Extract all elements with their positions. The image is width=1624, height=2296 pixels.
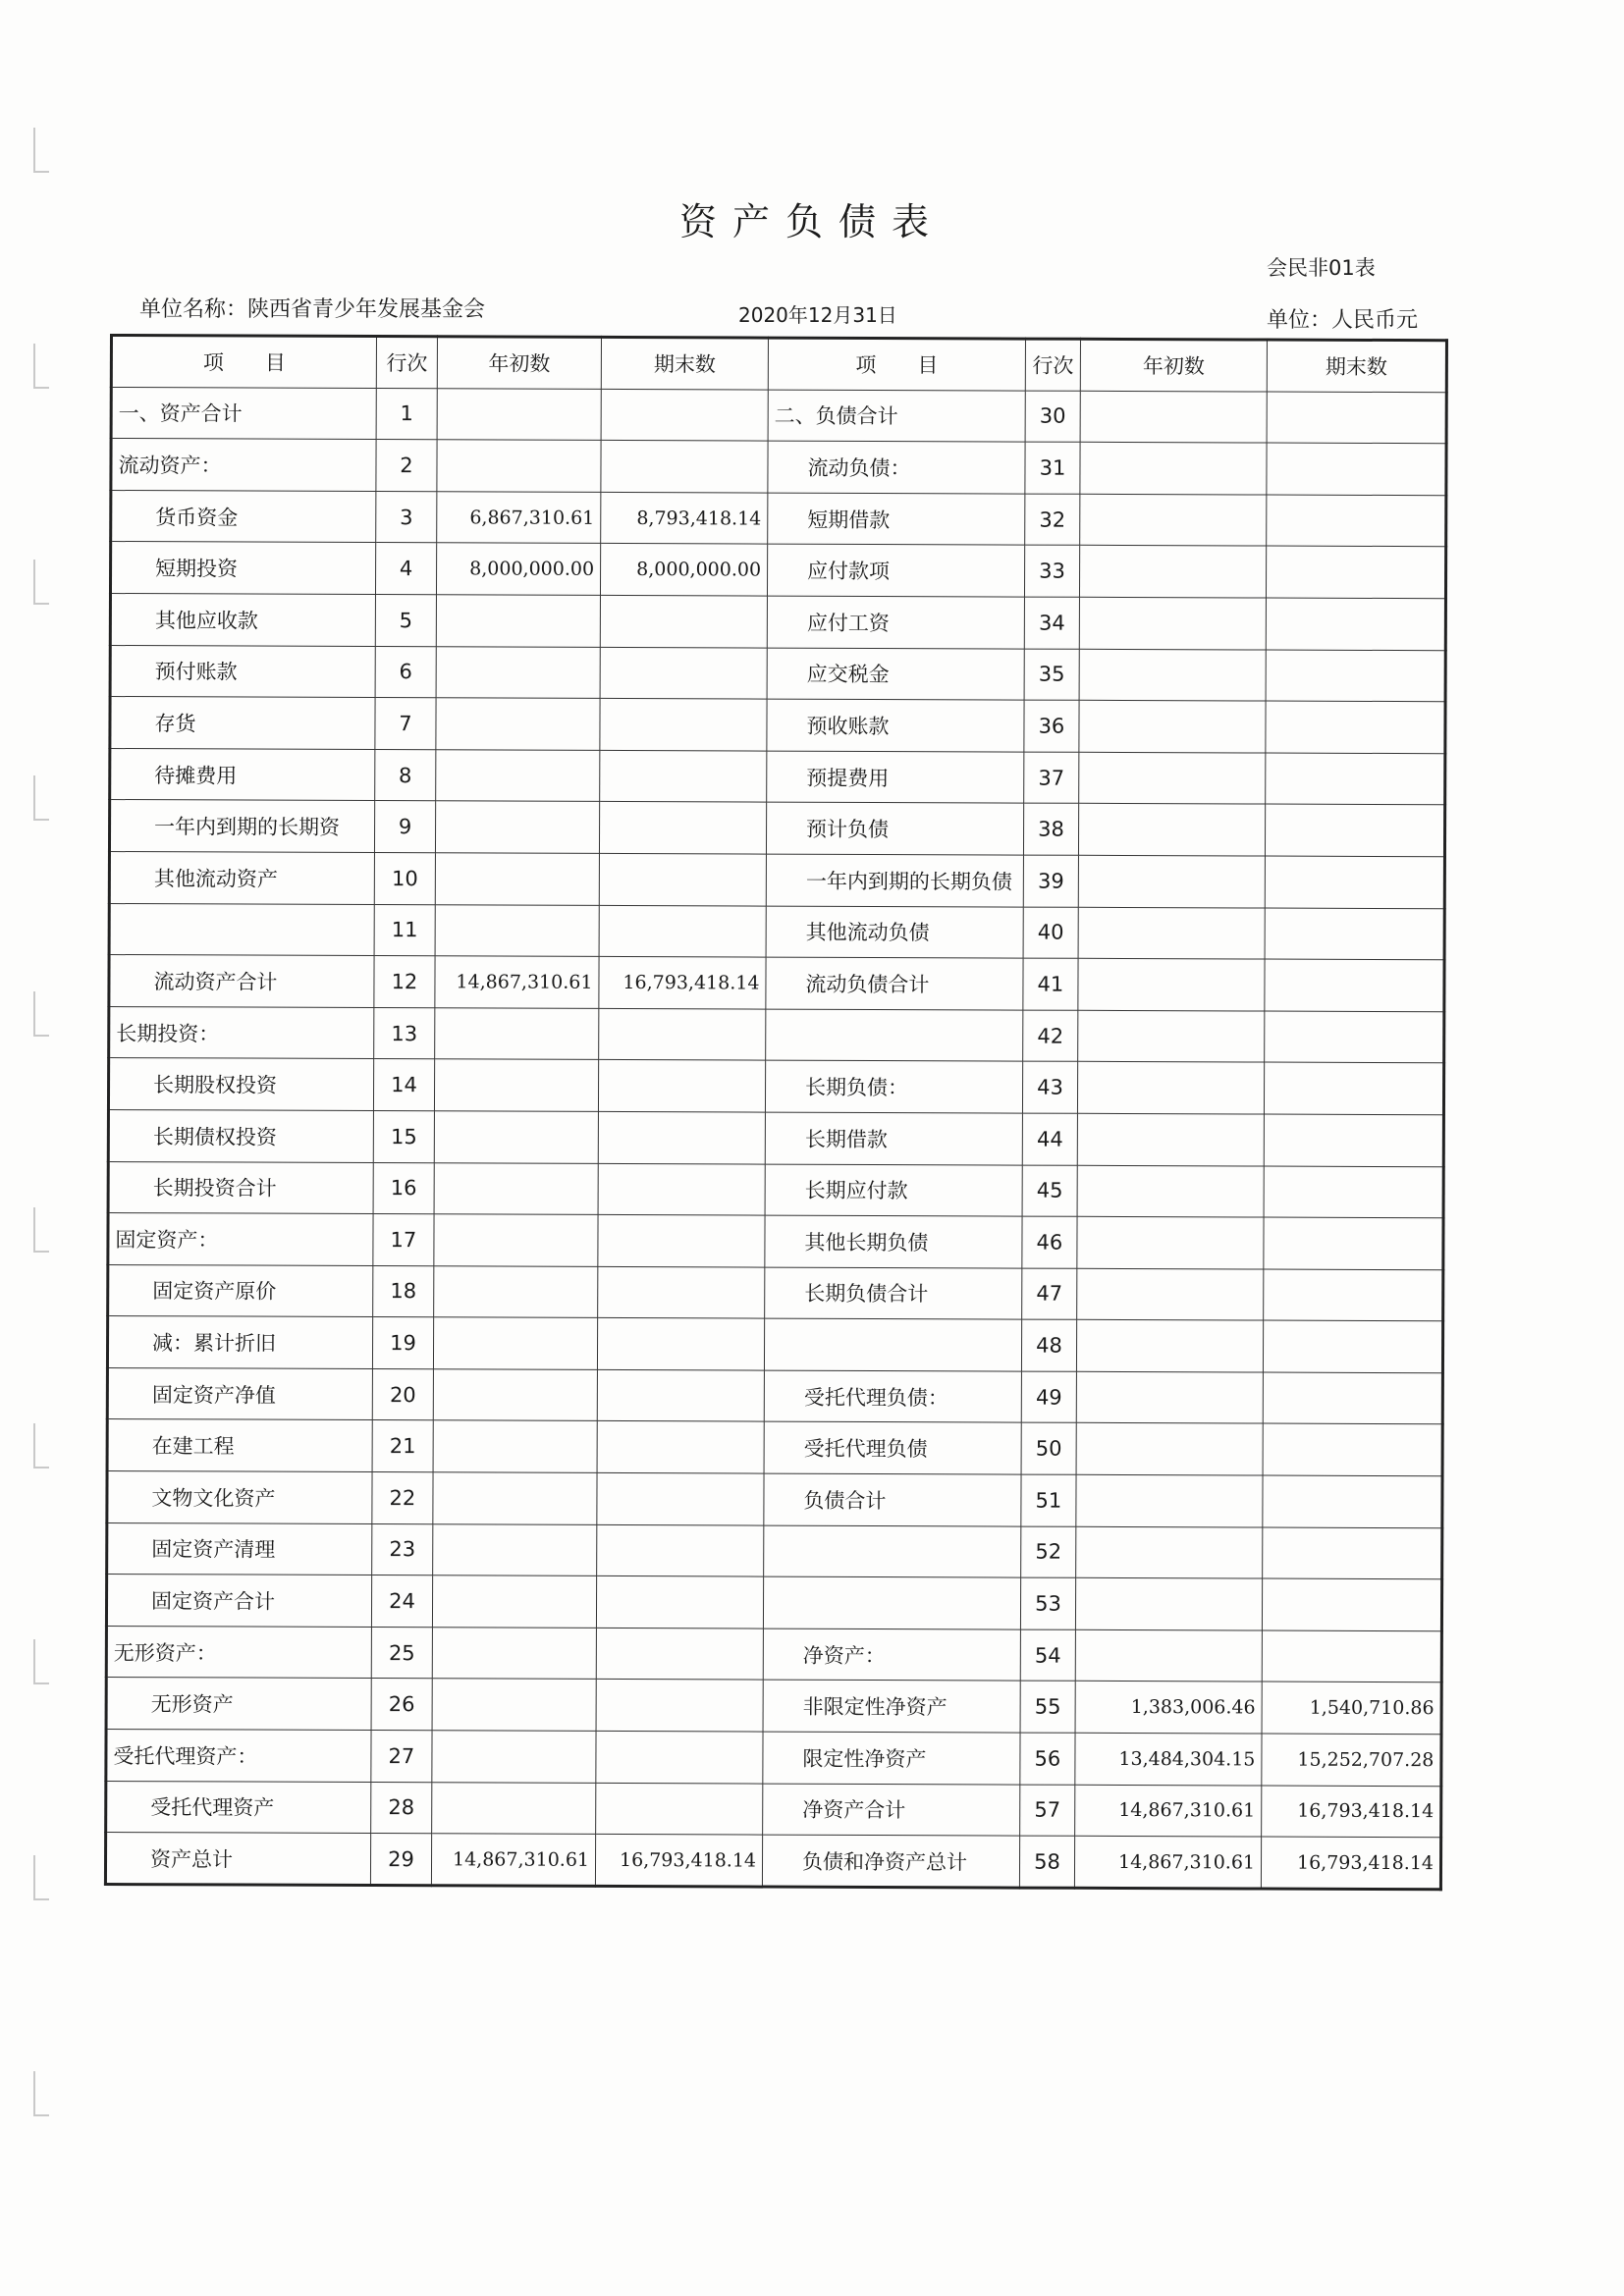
- table-body: [105, 387, 1446, 1889]
- liability-begin-value: 13,484,304.15: [1075, 1733, 1262, 1785]
- asset-row-no: 2: [376, 440, 437, 492]
- asset-end-value: [600, 647, 767, 699]
- asset-begin-value: [436, 595, 600, 647]
- liability-begin-value: [1077, 1113, 1264, 1165]
- liability-item: 长期应付款: [765, 1164, 1022, 1217]
- asset-end-value: 16,793,418.14: [595, 1835, 762, 1887]
- asset-begin-value: [435, 801, 599, 853]
- liability-row-no: 44: [1022, 1113, 1077, 1165]
- liability-item: 长期借款: [765, 1112, 1022, 1165]
- asset-begin-value: [436, 750, 600, 802]
- asset-begin-value: [432, 1731, 596, 1783]
- liability-begin-value: [1079, 752, 1266, 804]
- liability-end-value: [1262, 1578, 1441, 1630]
- asset-row-no: 20: [372, 1368, 433, 1420]
- liability-end-value: [1265, 959, 1444, 1011]
- liability-end-value: [1267, 443, 1446, 495]
- liability-item: 负债和净资产总计: [762, 1835, 1019, 1888]
- punch-mark: [33, 1423, 49, 1468]
- liability-row-no: 36: [1024, 700, 1079, 752]
- asset-row-no: 3: [376, 491, 437, 543]
- asset-row-no: 19: [372, 1317, 433, 1369]
- liability-item: 其他长期负债: [765, 1215, 1022, 1268]
- liability-end-value: [1263, 1475, 1442, 1527]
- asset-item: 其他流动资产: [109, 851, 374, 904]
- liability-row-no: 41: [1023, 958, 1078, 1010]
- liability-begin-value: [1077, 1165, 1264, 1217]
- asset-item: 其他应收款: [110, 593, 375, 646]
- asset-begin-value: 8,000,000.00: [436, 543, 600, 595]
- asset-end-value: [598, 1266, 765, 1318]
- asset-begin-value: 14,867,310.61: [435, 956, 599, 1008]
- liability-begin-value: [1076, 1371, 1263, 1423]
- asset-begin-value: [437, 388, 601, 440]
- table-row: [111, 387, 1446, 444]
- table-row: [109, 800, 1444, 857]
- liability-end-value: [1264, 1269, 1443, 1321]
- liability-end-value: 16,793,418.14: [1261, 1837, 1440, 1889]
- liability-end-value: [1264, 1166, 1443, 1218]
- liability-begin-value: [1077, 1268, 1264, 1320]
- liability-item: 其他流动负债: [766, 906, 1023, 959]
- table-row: [109, 1006, 1444, 1063]
- asset-end-value: [599, 853, 766, 905]
- liability-row-no: 43: [1022, 1061, 1077, 1113]
- asset-item: 一年内到期的长期资: [109, 800, 374, 853]
- liability-row-no: 42: [1023, 1010, 1078, 1062]
- asset-end-value: [599, 1008, 766, 1060]
- liability-begin-value: [1078, 1010, 1265, 1062]
- asset-row-no: 15: [373, 1110, 434, 1162]
- punch-mark: [33, 1855, 49, 1900]
- liability-item: 负债合计: [764, 1473, 1021, 1526]
- liability-begin-value: [1079, 700, 1266, 752]
- liability-end-value: [1263, 1527, 1442, 1579]
- asset-end-value: [599, 802, 766, 854]
- asset-end-value: [596, 1680, 763, 1732]
- asset-begin-value: [433, 1420, 597, 1472]
- page-title: 资产负债表: [678, 200, 945, 243]
- asset-end-value: [597, 1369, 764, 1421]
- asset-row-no: 14: [373, 1059, 434, 1111]
- liability-end-value: [1266, 650, 1445, 702]
- asset-row-no: 26: [371, 1679, 432, 1731]
- asset-end-value: [597, 1318, 764, 1370]
- liability-item: 预收账款: [767, 699, 1024, 752]
- liability-end-value: [1266, 546, 1445, 598]
- liability-row-no: 56: [1020, 1733, 1075, 1785]
- liability-row-no: 39: [1023, 855, 1078, 907]
- asset-item: 资产总计: [105, 1833, 370, 1886]
- liability-begin-value: [1076, 1320, 1263, 1372]
- asset-row-no: 12: [374, 956, 435, 1008]
- liability-item: [764, 1318, 1021, 1371]
- asset-end-value: [601, 441, 768, 493]
- table-row: [105, 1833, 1440, 1890]
- asset-item: 受托代理资产：: [106, 1730, 371, 1783]
- liability-row-no: 35: [1024, 649, 1079, 701]
- liability-begin-value: [1076, 1526, 1263, 1578]
- asset-end-value: [598, 1163, 765, 1215]
- liability-item: 限定性净资产: [763, 1732, 1020, 1785]
- asset-end-value: [596, 1783, 763, 1835]
- table-row: [110, 697, 1445, 754]
- asset-item: 固定资产净值: [107, 1367, 372, 1420]
- table-row: [110, 645, 1445, 702]
- liability-begin-value: [1078, 855, 1265, 907]
- asset-row-no: 18: [373, 1265, 434, 1317]
- liability-end-value: [1263, 1320, 1442, 1372]
- liability-item: 长期负债合计: [765, 1267, 1022, 1320]
- asset-begin-value: [433, 1369, 597, 1421]
- liability-item: 二、负债合计: [768, 390, 1025, 443]
- liability-item: 应付工资: [767, 596, 1024, 649]
- liability-end-value: [1264, 1062, 1443, 1114]
- asset-row-no: 17: [373, 1214, 434, 1266]
- liability-end-value: [1265, 908, 1444, 960]
- liability-end-value: [1263, 1372, 1442, 1424]
- table-row: [109, 903, 1444, 960]
- asset-begin-value: [434, 1265, 598, 1317]
- punch-mark: [33, 2071, 49, 2116]
- asset-begin-value: [435, 904, 599, 956]
- liability-begin-value: [1077, 1062, 1264, 1114]
- asset-begin-value: [433, 1317, 597, 1369]
- liability-row-no: 34: [1024, 597, 1079, 649]
- table-row: [111, 439, 1446, 496]
- asset-item: 减：累计折旧: [107, 1316, 372, 1369]
- liability-row-no: 58: [1019, 1836, 1074, 1888]
- asset-end-value: 16,793,418.14: [599, 957, 766, 1009]
- liability-end-value: [1266, 701, 1445, 753]
- asset-end-value: [600, 699, 767, 751]
- liability-item: [766, 1009, 1023, 1062]
- liability-item: 非限定性净资产: [763, 1681, 1020, 1734]
- liability-item: [763, 1576, 1020, 1629]
- asset-end-value: [598, 1060, 765, 1112]
- liability-item: 流动负债合计: [766, 957, 1023, 1010]
- asset-item: 无形资产：: [106, 1626, 371, 1679]
- liability-begin-value: 14,867,310.61: [1075, 1785, 1262, 1837]
- liability-end-value: [1267, 495, 1446, 547]
- asset-begin-value: [436, 646, 600, 698]
- asset-item: 流动资产：: [111, 439, 376, 492]
- liability-item: 流动负债：: [768, 441, 1025, 494]
- form-number: 会民非01表: [1267, 256, 1376, 280]
- liability-item: 受托代理负债: [764, 1422, 1021, 1475]
- asset-row-no: 8: [375, 749, 436, 801]
- table-row: [108, 1058, 1443, 1115]
- liability-begin-value: [1079, 546, 1266, 598]
- asset-end-value: [597, 1421, 764, 1473]
- liability-row-no: 31: [1025, 442, 1080, 494]
- asset-item: 无形资产: [106, 1678, 371, 1731]
- asset-begin-value: [435, 853, 599, 905]
- asset-row-no: 13: [374, 1007, 435, 1059]
- asset-begin-value: 14,867,310.61: [431, 1834, 595, 1886]
- asset-item: 流动资产合计: [109, 955, 374, 1008]
- table-row: [108, 1213, 1443, 1270]
- asset-end-value: [598, 1215, 765, 1267]
- asset-row-no: 6: [375, 646, 436, 698]
- liability-row-no: 38: [1023, 803, 1078, 855]
- asset-end-value: [600, 595, 767, 647]
- liability-end-value: [1264, 1217, 1443, 1269]
- liability-item: 应付款项: [767, 544, 1024, 597]
- liability-item: 净资产：: [763, 1629, 1020, 1682]
- liability-end-value: [1264, 1114, 1443, 1166]
- table-row: [110, 748, 1445, 805]
- liability-row-no: 40: [1023, 907, 1078, 959]
- liability-begin-value: 14,867,310.61: [1074, 1837, 1261, 1889]
- table-row: [106, 1730, 1441, 1787]
- liability-row-no: 47: [1022, 1268, 1077, 1320]
- asset-row-no: 27: [371, 1731, 432, 1783]
- asset-begin-value: [432, 1782, 596, 1834]
- liability-row-no: 37: [1024, 752, 1079, 804]
- liability-row-no: 51: [1021, 1474, 1076, 1526]
- liability-end-value: 16,793,418.14: [1262, 1786, 1441, 1838]
- col-header-item: 项 目: [111, 336, 376, 389]
- liability-item: 预提费用: [767, 751, 1024, 804]
- table-row: [108, 1161, 1443, 1218]
- report-date: 2020年12月31日: [738, 303, 897, 327]
- table-row: [111, 490, 1446, 547]
- liability-item: 受托代理负债：: [764, 1370, 1021, 1423]
- asset-end-value: [596, 1731, 763, 1783]
- liability-row-no: 55: [1020, 1682, 1075, 1734]
- liability-end-value: 15,252,707.28: [1262, 1734, 1441, 1786]
- liability-begin-value: [1078, 804, 1265, 856]
- asset-row-no: 29: [370, 1834, 431, 1886]
- asset-row-no: 24: [371, 1575, 432, 1628]
- liability-begin-value: [1079, 649, 1266, 701]
- liability-begin-value: [1078, 907, 1265, 959]
- liability-end-value: 1,540,710.86: [1262, 1682, 1441, 1734]
- asset-row-no: 7: [375, 698, 436, 750]
- asset-begin-value: [432, 1679, 596, 1731]
- asset-end-value: [596, 1628, 763, 1680]
- col-header-begin: 年初数: [437, 337, 601, 389]
- asset-end-value: [601, 389, 768, 441]
- liability-row-no: 32: [1025, 494, 1080, 546]
- asset-row-no: 11: [374, 904, 435, 956]
- asset-row-no: 9: [374, 801, 435, 853]
- liability-begin-value: [1080, 442, 1267, 494]
- liability-item: 应交税金: [767, 648, 1024, 701]
- table-row: [110, 593, 1445, 650]
- asset-begin-value: 6,867,310.61: [437, 492, 601, 544]
- liability-row-no: 30: [1025, 391, 1080, 443]
- col-header-item: 项 目: [768, 338, 1025, 391]
- liability-row-no: 49: [1021, 1371, 1076, 1423]
- liability-row-no: 52: [1021, 1526, 1076, 1578]
- asset-begin-value: [434, 1214, 598, 1266]
- liability-end-value: [1265, 804, 1444, 856]
- asset-begin-value: [434, 1059, 598, 1111]
- table-row: [106, 1781, 1441, 1838]
- asset-item: 长期投资合计: [108, 1161, 373, 1214]
- liability-begin-value: [1080, 391, 1267, 443]
- liability-item: [764, 1525, 1021, 1578]
- asset-row-no: 22: [372, 1472, 433, 1524]
- asset-begin-value: [433, 1472, 597, 1524]
- liability-row-no: 48: [1021, 1319, 1076, 1371]
- table-row: [106, 1575, 1441, 1631]
- asset-end-value: 8,793,418.14: [601, 492, 768, 544]
- table-row: [107, 1316, 1442, 1373]
- asset-item: 固定资产清理: [107, 1522, 372, 1575]
- asset-begin-value: [435, 1007, 599, 1059]
- asset-row-no: 25: [371, 1627, 432, 1679]
- asset-row-no: 4: [375, 543, 436, 595]
- col-header-row-no: 行次: [1025, 339, 1080, 391]
- asset-item: 固定资产原价: [108, 1264, 373, 1317]
- table-row: [106, 1626, 1441, 1682]
- asset-row-no: 16: [373, 1162, 434, 1214]
- liability-row-no: 53: [1020, 1577, 1075, 1629]
- liability-item: 预计负债: [766, 802, 1023, 855]
- liability-begin-value: [1077, 1216, 1264, 1268]
- currency-unit: 单位：人民币元: [1267, 308, 1419, 333]
- asset-begin-value: [432, 1628, 596, 1680]
- liability-begin-value: [1076, 1474, 1263, 1526]
- asset-item: 存货: [110, 697, 375, 750]
- table-row: [109, 851, 1444, 908]
- col-header-row-no: 行次: [376, 337, 437, 389]
- asset-end-value: [596, 1576, 763, 1629]
- asset-item: 在建工程: [107, 1419, 372, 1472]
- liability-row-no: 33: [1024, 545, 1079, 597]
- asset-item: 文物文化资产: [107, 1471, 372, 1524]
- unit-name: 单位名称：陕西省青少年发展基金会: [139, 297, 486, 322]
- header-row: [111, 336, 1446, 393]
- liability-begin-value: 1,383,006.46: [1075, 1682, 1262, 1734]
- liability-item: 净资产合计: [763, 1784, 1020, 1837]
- col-header-end: 期末数: [1267, 340, 1446, 392]
- table-row: [110, 542, 1445, 599]
- asset-item: 货币资金: [111, 490, 376, 543]
- asset-row-no: 23: [372, 1523, 433, 1575]
- table-row: [107, 1522, 1442, 1579]
- liability-begin-value: [1075, 1578, 1262, 1630]
- liability-begin-value: [1075, 1629, 1262, 1682]
- punch-mark: [33, 1207, 49, 1253]
- asset-end-value: 8,000,000.00: [600, 544, 767, 596]
- asset-row-no: 10: [374, 852, 435, 904]
- asset-end-value: [597, 1524, 764, 1576]
- asset-end-value: [599, 905, 766, 957]
- liability-end-value: [1266, 598, 1445, 650]
- liability-begin-value: [1078, 958, 1265, 1010]
- liability-row-no: 57: [1020, 1785, 1075, 1837]
- asset-begin-value: [434, 1162, 598, 1214]
- liability-row-no: 54: [1020, 1629, 1075, 1682]
- liability-row-no: 45: [1022, 1165, 1077, 1217]
- liability-begin-value: [1076, 1423, 1263, 1475]
- asset-item: [109, 903, 374, 956]
- asset-item: 长期债权投资: [108, 1109, 373, 1162]
- asset-begin-value: [437, 440, 601, 492]
- liability-item: 长期负债：: [765, 1060, 1022, 1113]
- table-row: [106, 1678, 1441, 1735]
- balance-sheet-table: [104, 334, 1448, 1891]
- liability-begin-value: [1079, 597, 1266, 649]
- asset-item: 短期投资: [110, 542, 375, 595]
- asset-row-no: 28: [371, 1782, 432, 1834]
- asset-item: 固定资产：: [108, 1213, 373, 1266]
- asset-item: 预付账款: [110, 645, 375, 698]
- liability-item: 短期借款: [768, 493, 1025, 546]
- punch-mark: [33, 775, 49, 821]
- liability-item: 一年内到期的长期负债: [766, 854, 1023, 907]
- asset-item: 固定资产合计: [106, 1575, 371, 1628]
- asset-end-value: [598, 1111, 765, 1163]
- asset-row-no: 1: [376, 388, 437, 440]
- liability-end-value: [1262, 1630, 1441, 1682]
- table-row: [107, 1419, 1442, 1476]
- punch-mark: [33, 344, 49, 389]
- table-row: [108, 1109, 1443, 1166]
- asset-begin-value: [436, 698, 600, 750]
- asset-item: 待摊费用: [110, 748, 375, 801]
- asset-item: 长期投资：: [109, 1006, 374, 1059]
- col-header-begin: 年初数: [1080, 339, 1267, 391]
- asset-end-value: [600, 750, 767, 802]
- table-row: [108, 1264, 1443, 1321]
- asset-item: 长期股权投资: [108, 1058, 373, 1111]
- table-row: [107, 1367, 1442, 1424]
- asset-item: 受托代理资产: [106, 1781, 371, 1834]
- col-header-end: 期末数: [601, 337, 768, 389]
- liability-row-no: 46: [1022, 1216, 1077, 1268]
- liability-row-no: 50: [1021, 1423, 1076, 1475]
- asset-row-no: 21: [372, 1420, 433, 1472]
- punch-mark: [33, 560, 49, 605]
- punch-mark: [33, 128, 49, 173]
- table-row: [109, 955, 1444, 1012]
- asset-row-no: 5: [375, 595, 436, 647]
- punch-mark: [33, 1639, 49, 1684]
- liability-end-value: [1265, 856, 1444, 908]
- asset-item: 一、资产合计: [111, 387, 376, 440]
- liability-end-value: [1266, 753, 1445, 805]
- liability-end-value: [1267, 392, 1446, 444]
- liability-begin-value: [1080, 494, 1267, 546]
- asset-begin-value: [432, 1575, 596, 1628]
- punch-mark: [33, 991, 49, 1037]
- liability-end-value: [1263, 1423, 1442, 1475]
- asset-begin-value: [434, 1111, 598, 1163]
- table-row: [107, 1471, 1442, 1528]
- asset-end-value: [597, 1472, 764, 1524]
- asset-begin-value: [433, 1523, 597, 1575]
- liability-end-value: [1265, 1011, 1444, 1063]
